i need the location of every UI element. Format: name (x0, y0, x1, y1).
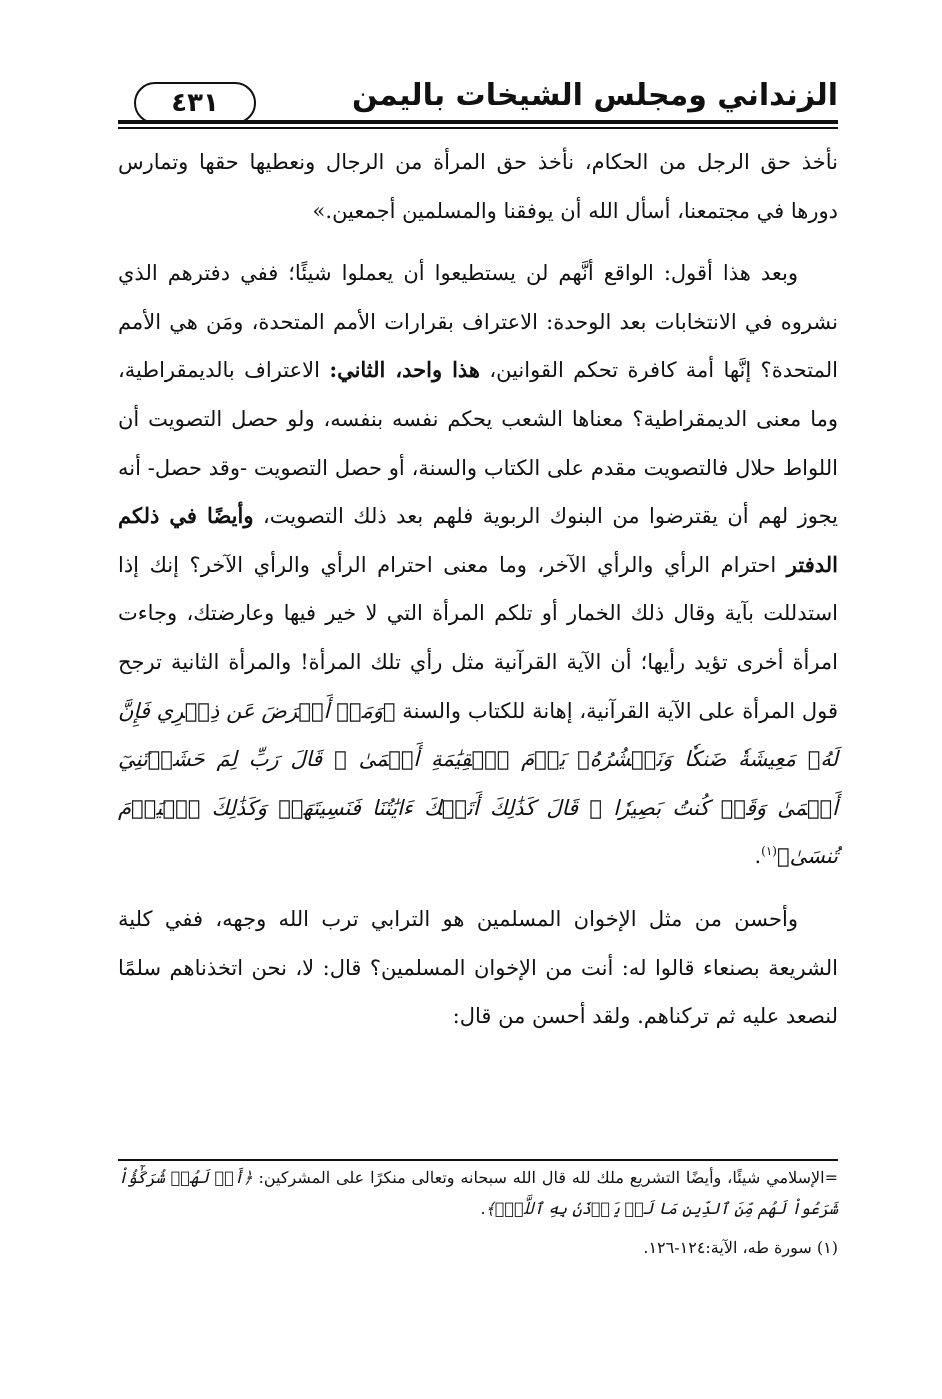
paragraph-segment: نأخذ حق الرجل من الحكام، نأخذ حق المرأة من الرجال ونعطيها حقها وتمارس دورها في مجتمعنا، أسأل الله أن يوفقنا والمسلمين أجمعين.» (118, 150, 838, 223)
running-title: الزنداني ومجلس الشيخات باليمن (351, 78, 838, 113)
quran-verse: ﴿وَمَنۡ أَعۡرَضَ عَن ذِكۡرِي فَإِنَّ لَهُۥ مَعِيشَةٗ ضَنكٗا وَنَحۡشُرُهُۥ يَوۡمَ ٱلۡقِيَٰمَةِ أَعۡمَىٰ ۞ قَالَ رَبِّ لِمَ حَشَرۡتَنِيٓ أَعۡمَىٰ وَقَدۡ كُنتُ بَصِيرٗا ۞ قَالَ كَذَٰلِكَ أَتَتۡكَ ءَايَٰتُنَا فَنَسِيتَهَاۖ وَكَذَٰلِكَ ٱلۡيَوۡمَ تُنسَىٰ﴾ (118, 698, 838, 869)
paragraph-2 (118, 249, 838, 881)
footnote-separator (118, 1159, 838, 1161)
main-text (118, 138, 838, 1041)
bold-phrase: وأيضًا في ذلكم الدفتر (118, 503, 838, 577)
bold-phrase: هذا واحد، الثاني: (329, 357, 480, 383)
paragraph-segment: الاعتراف بالديمقراطية، وما معنى الديمقراطية؟ معناها الشعب يحكم نفسه بنفسه، ولو حصل التصويت أن اللواط حلال فالتصويت مقدم على الكتاب والسنة، أو حصل التصويت -وقد حصل- أنه يجوز لهم أن يقترضوا من البنوك الربوية فلهم بعد ذلك التصويت، (118, 358, 838, 529)
footnote-text: . (480, 1199, 486, 1218)
paragraph-1 (118, 138, 838, 235)
header-rule-thin (118, 127, 838, 129)
paragraph-segment: . (754, 844, 762, 869)
footnote-quran-verse: ﴿أَمۡ لَهُمۡ شُرَكَٰٓؤُاْ شَرَعُواْ لَهُم مِّنَ ٱلدِّينِ مَا لَمۡ يَأۡذَنۢ بِهِ ٱللَّهُۚ﴾ (118, 1168, 838, 1218)
page-number-badge: ٤٣١ (134, 82, 256, 124)
paragraph-segment: وأحسن من مثل الإخوان المسلمين هو الترابي ترب الله وجهه، ففي كلية الشريعة بصنعاء قالوا له: أنت من الإخوان المسلمين؟ قال: لا، نحن اتخذناهم سلمًا لنصعد عليه ثم تركناهم. ولقد أحسن من قال: (118, 906, 838, 1029)
paragraph-3 (118, 895, 838, 1041)
footnotes (118, 1162, 838, 1263)
footnote-continuation (118, 1162, 838, 1224)
header-rule-thick (118, 120, 838, 124)
footnote-text: =الإسلامي شيئًا، وأيضًا التشريع ملك لله قال الله سبحانه وتعالى منكرًا على المشركين: (252, 1168, 839, 1187)
footnote-1: (١) سورة طه، الآية:١٢٤-١٢٦. (643, 1238, 838, 1257)
paragraph-segment: احترام الرأي والرأي الآخر، وما معنى احترام الرأي والرأي الآخر؟ إنك إذا استدللت بآية وقال ذلك الخمار أو تلكم المرأة التي لا خير فيها وعارضتك، وجاءت امرأة أخرى تؤيد رأيها؛ أن الآية القرآنية مثل رأي تلك المرأة! والمرأة الثانية ترجح قول المرأة على الآية القرآنية، إهانة للكتاب والسنة (118, 552, 839, 723)
footnote-ref: (١) (761, 844, 777, 859)
paragraph-segment: وبعد هذا أقول: الواقع أنَّهم لن يستطيعوا أن يعملوا شيئًا؛ ففي دفترهم الذي نشروه في الانتخابات بعد الوحدة: الاعتراف بقرارات الأمم المتحدة، ومَن هي الأمم المتحدة؟ إنَّها أمة كافرة تحكم القوانين، (118, 261, 838, 383)
